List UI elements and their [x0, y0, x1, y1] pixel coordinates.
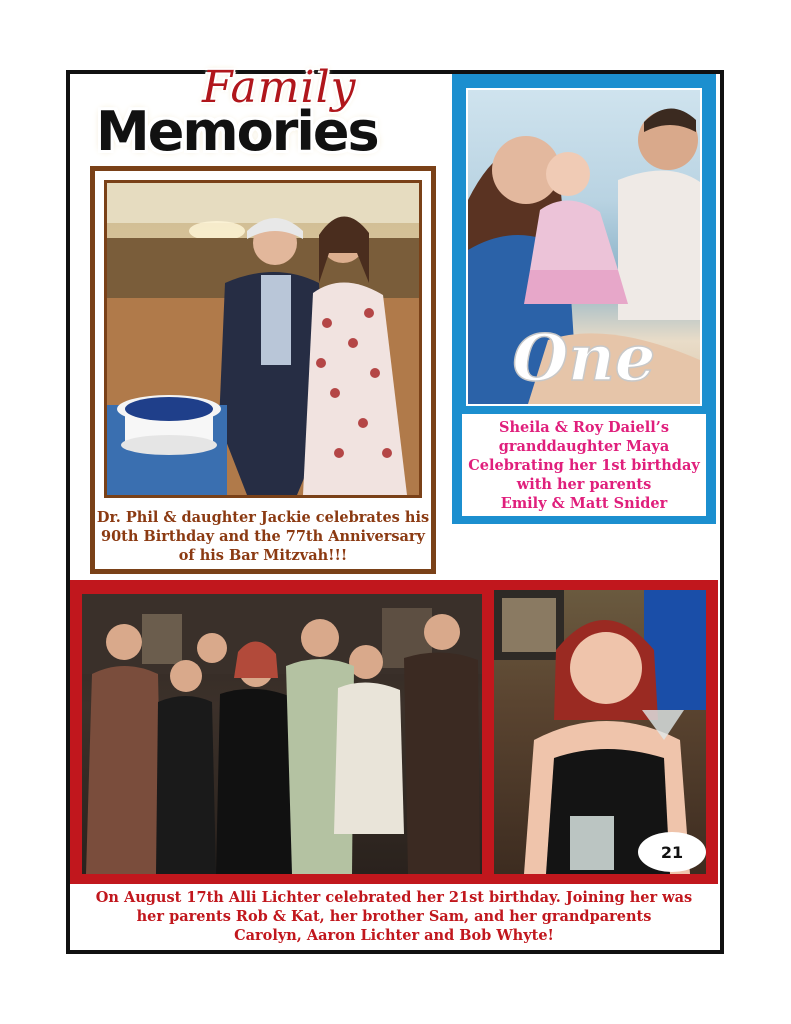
maya-caption [462, 414, 706, 516]
logo-script-word: Family [202, 62, 357, 113]
caption-line: with her parents [516, 476, 652, 493]
alli-birthday-photo [494, 590, 706, 874]
table-number-sign: 21 [660, 843, 684, 862]
family-memories-logo [92, 60, 402, 170]
caption-line: Celebrating her 1st birthday [468, 457, 700, 474]
caption-line: granddaughter Maya [498, 438, 670, 455]
caption-line: Dr. Phil & daughter Jackie celebrates his [96, 509, 430, 526]
maya-birthday-photo [466, 88, 702, 406]
caption-line: On August 17th Alli Lichter celebrated her 21st birthday. Joining her was [95, 889, 693, 906]
caption-line: 90th Birthday and the 77th Anniversary [101, 528, 425, 545]
caption-line: Carolyn, Aaron Lichter and Bob Whyte! [234, 927, 554, 944]
caption-line: her parents Rob & Kat, her brother Sam, and her grandparents [136, 908, 652, 925]
caption-line: of his Bar Mitzvah!!! [178, 547, 348, 564]
one-sign: One [512, 321, 656, 396]
caption-line: Emily & Matt Snider [500, 495, 668, 512]
logo-block-word: Memories [96, 100, 378, 163]
phil-birthday-photo [104, 180, 422, 498]
phil-caption [96, 508, 430, 570]
family-group-photo [82, 594, 482, 874]
caption-line: Sheila & Roy Daiell’s [499, 419, 669, 436]
alli-caption [76, 886, 712, 946]
